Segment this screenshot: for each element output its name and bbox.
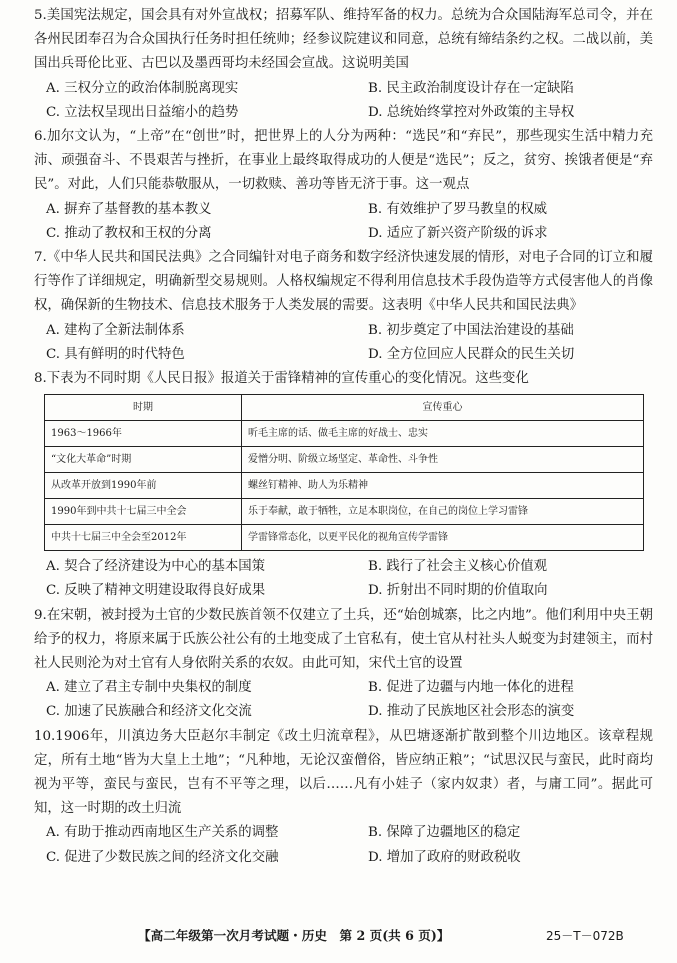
question-stem xyxy=(34,246,653,319)
question-text: 下表为不同时期《人民日报》报道关于雷锋精神的宣传重心的变化情况。这些变化 xyxy=(46,371,529,387)
option-b: B. 有效维护了罗马教皇的权威 xyxy=(368,201,548,217)
option-a: A. 三权分立的政治体制脱离现实 xyxy=(46,80,239,96)
footer-exam-title: 【高二年级第一次月考试题・历史 第 2 页(共 6 页)】 xyxy=(138,928,450,943)
options xyxy=(34,821,653,869)
options xyxy=(34,198,653,246)
question-7 xyxy=(34,246,653,367)
question-number: 8. xyxy=(34,371,47,387)
table-row xyxy=(45,525,644,551)
question-6 xyxy=(34,125,653,246)
table-cell-period: 1990年到中共十七届三中全会 xyxy=(45,499,242,525)
option-b: B. 促进了边疆与内地一体化的进程 xyxy=(368,680,574,696)
question-5 xyxy=(34,4,653,125)
option-c: C. 促进了少数民族之间的经济文化交融 xyxy=(46,849,279,865)
question-text: 1906年，川滇边务大臣赵尔丰制定《改土归流章程》，从巴塘逐渐扩散到整个川边地区。该章程规定，所有土地“皆为大皇上土地”；“凡种地，无论汉蛮僧俗，皆应纳正粮”；“试思汉民与蛮民，此时商均视为平等，蛮民与蛮民，岂有不平等之理，以后……凡有小娃子（家内奴隶）者，与庸工同”。据此可知，这一时期的改土归流 xyxy=(34,728,653,817)
question-8 xyxy=(34,367,653,604)
question-10 xyxy=(34,725,653,870)
option-a: A. 建立了君主专制中央集权的制度 xyxy=(46,680,252,696)
question-9 xyxy=(34,604,653,725)
question-stem xyxy=(34,367,653,391)
table-header-row xyxy=(45,395,644,421)
question-stem xyxy=(34,725,653,822)
option-d: D. 适应了新兴资产阶级的诉求 xyxy=(368,225,548,241)
question-number: 5. xyxy=(34,8,47,23)
option-d: D. 增加了政府的财政税收 xyxy=(368,849,521,865)
options xyxy=(34,319,653,367)
option-b: B. 践行了社会主义核心价值观 xyxy=(368,559,548,575)
leifeng-table xyxy=(44,394,644,551)
table-cell-focus: 听毛主席的话、做毛主席的好战士、忠实 xyxy=(242,421,644,447)
table-cell-focus: 螺丝钉精神、助人为乐精神 xyxy=(242,473,644,499)
table-cell-focus: 学雷锋常态化，以更平民化的视角宣传学雷锋 xyxy=(242,525,644,551)
question-stem xyxy=(34,604,653,677)
question-text: 加尔文认为，“上帝”在“创世”时，把世界上的人分为两种：“选民”和“弃民”，那些现实生活中精力充沛、顽强奋斗、不畏艰苦与挫折，在事业上最终取得成功的人便是“选民”；反之，贫穷、挨饿者便是“弃民”。对此，人们只能恭敬服从，一切救赎、善功等皆无济于事。这一观点 xyxy=(34,129,653,193)
option-c: C. 推动了教权和王权的分离 xyxy=(46,225,212,241)
option-a: A. 建构了全新法制体系 xyxy=(46,322,185,338)
table-cell-focus: 爱憎分明、阶级立场坚定、革命性、斗争性 xyxy=(242,447,644,473)
option-a: A. 有助于推动西南地区生产关系的调整 xyxy=(46,825,279,841)
table-row xyxy=(45,473,644,499)
option-d: D. 总统始终掌控对外政策的主导权 xyxy=(368,104,575,120)
question-number: 10. xyxy=(34,728,56,744)
options xyxy=(34,676,653,724)
question-text: 在宋朝，被封授为土官的少数民族首领不仅建立了土兵，还“始创城寨，比之内地”。他们利用中央王朝给予的权力，将原来属于氏族公社公有的土地变成了土官私有，使土官从村社头人蜕变为封建领主，而村社人民则沦为对土官有人身依附关系的农奴。由此可知，宋代土官的设置 xyxy=(34,607,653,672)
table-cell-period: 中共十七届三中全会至2012年 xyxy=(45,525,242,551)
option-a: A. 摒弃了基督教的基本教义 xyxy=(46,201,212,217)
question-stem xyxy=(34,125,653,198)
option-c: C. 立法权呈现出日益缩小的趋势 xyxy=(46,104,239,120)
option-b: B. 初步奠定了中国法治建设的基础 xyxy=(368,322,574,338)
table-header-period: 时期 xyxy=(45,395,242,421)
option-b: B. 民主政治制度设计存在一定缺陷 xyxy=(368,80,574,96)
question-text: 美国宪法规定，国会具有对外宣战权；招募军队、维持军备的权力。总统为合众国陆海军总司令，并在各州民团奉召为合众国执行任务时担任统帅；经参议院建议和同意，总统有缔结条约之权。二战以前，美国出兵哥伦比亚、古巴以及墨西哥均未经国会宣战。这说明美国 xyxy=(34,8,653,72)
option-d: D. 全方位回应人民群众的民生关切 xyxy=(368,346,575,362)
option-b: B. 保障了边疆地区的稳定 xyxy=(368,825,521,841)
option-c: C. 具有鲜明的时代特色 xyxy=(46,346,185,362)
options xyxy=(34,555,653,603)
option-a: A. 契合了经济建设为中心的基本国策 xyxy=(46,559,266,575)
table-header-focus: 宣传重心 xyxy=(242,395,644,421)
option-d: D. 推动了民族地区社会形态的演变 xyxy=(368,704,575,720)
table-row xyxy=(45,421,644,447)
question-text: 《中华人民共和国民法典》之合同编针对电子商务和数字经济快速发展的情形，对电子合同的订立和履行等作了详细规定，明确新型交易规则。人格权编规定不得利用信息技术手段伪造等方式侵害他人的肖像权，确保新的生物技术、信息技术服务于人类发展的需要。这表明《中华人民共和国民法典》 xyxy=(34,250,653,314)
table-row xyxy=(45,499,644,525)
question-number: 9. xyxy=(34,607,47,623)
table-cell-period: “文化大革命”时期 xyxy=(45,447,242,473)
table-row xyxy=(45,447,644,473)
option-d: D. 折射出不同时期的价值取向 xyxy=(368,583,548,599)
table-cell-focus: 乐于奉献，敢于牺牲，立足本职岗位，在自己的岗位上学习雷锋 xyxy=(242,499,644,525)
option-c: C. 加速了民族融合和经济文化交流 xyxy=(46,704,252,720)
footer-code: 25－T－072B xyxy=(546,929,624,943)
option-c: C. 反映了精神文明建设取得良好成果 xyxy=(46,583,266,599)
question-number: 6. xyxy=(34,129,47,145)
question-number: 7. xyxy=(34,250,47,266)
options xyxy=(34,77,653,125)
table-cell-period: 1963～1966年 xyxy=(45,421,242,447)
table-cell-period: 从改革开放到1990年前 xyxy=(45,473,242,499)
question-stem xyxy=(34,4,653,77)
